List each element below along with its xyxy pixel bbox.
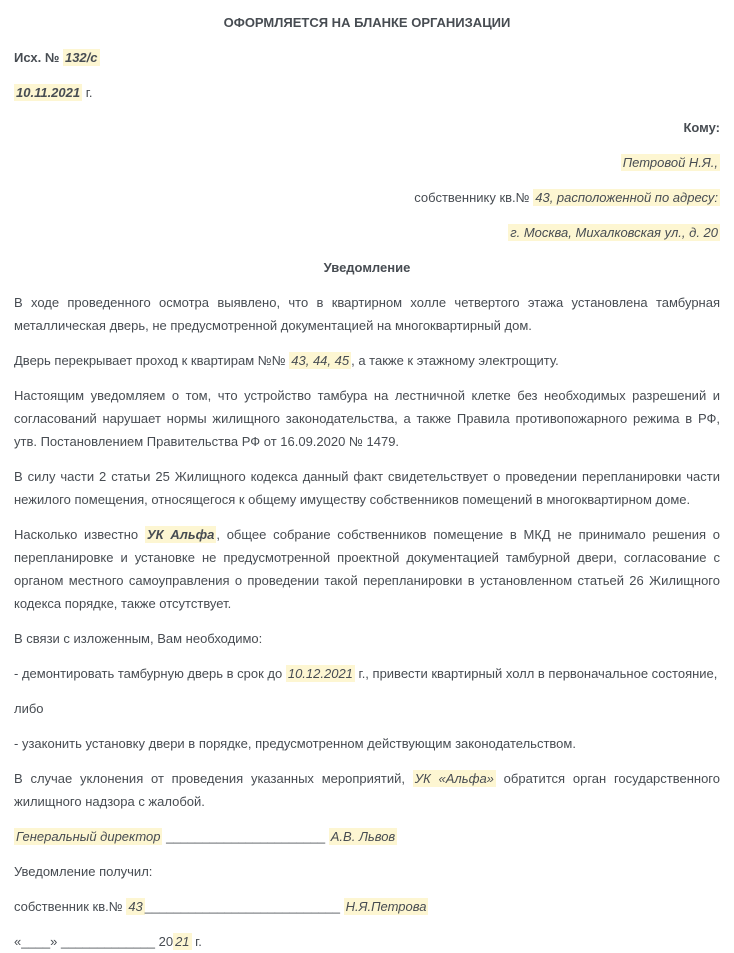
text-segment: либо	[14, 701, 44, 716]
text-segment: собственнику кв.№	[414, 190, 534, 205]
text-segment: В ходе проведенного осмотра выявлено, что в квартирном холле четвертого этажа установлена тамбурная металлическая дверь, не предусмотренной документацией на многоквартирный дом.	[14, 295, 720, 333]
highlighted-field: 10.11.2021	[16, 85, 81, 100]
text-segment: Кому:	[683, 120, 720, 135]
date-fill-line	[14, 930, 720, 953]
highlighted-field: 10.12.2021	[287, 666, 353, 681]
paragraph-dismantle	[14, 662, 720, 685]
highlighted-field: Петровой Н.Я.,	[622, 155, 718, 170]
text-segment: В силу части 2 статьи 25 Жилищного кодекса данный факт свидетельствует о проведении перепланировки части нежилого помещения, относящегося к общему имуществу собственников помещений в многоквартирном доме.	[14, 469, 720, 507]
text-segment: ОФОРМЛЯЕТСЯ НА БЛАНКЕ ОРГАНИЗАЦИИ	[223, 15, 511, 30]
paragraph-violation	[14, 384, 720, 453]
text-segment: В связи с изложенным, Вам необходимо:	[14, 631, 263, 646]
text-segment: - узаконить установку двери в порядке, предусмотренном действующим законодательством.	[14, 736, 576, 751]
text-segment: Настоящим уведомляем о том, что устройство тамбура на лестничной клетке без необходимых разрешений и согласований нарушает нормы жилищного законодательства, а также Правила противопожарного режима в РФ, утв. Постановлением Правительства РФ от 16.09.2020 № 1479.	[14, 388, 720, 449]
text-segment: собственник кв.№	[14, 899, 127, 914]
text-segment: ______________________	[162, 829, 329, 844]
paragraph-no-approval	[14, 523, 720, 615]
highlighted-field: Генеральный директор	[16, 829, 161, 844]
highlighted-field: УК Альфа	[146, 527, 215, 542]
notification-letter	[14, 11, 720, 953]
paragraph-or	[14, 697, 720, 720]
signature-owner-line	[14, 895, 720, 918]
text-segment: обратится орган государственного жилищного надзора с жалобой.	[14, 771, 720, 809]
highlighted-field: 43, расположенной по адресу:	[535, 190, 718, 205]
document-title	[14, 256, 720, 279]
text-segment: Уведомление	[323, 260, 411, 275]
text-segment: , общее собрание собственников помещение в МКД не принимало решения о перепланировке и установке не предусмотренной проектной документацией тамбурной двери, согласование с органом местного самоуправления о проведении такой перепланировки в установленном статьей 26 Жилищного кодекса порядке, также отсутствует.	[14, 527, 720, 611]
text-segment: Насколько известно	[14, 527, 145, 542]
recipient-address	[14, 221, 720, 244]
outgoing-number-line	[14, 46, 720, 69]
highlighted-field: 132/с	[64, 50, 98, 65]
text-segment: ___________________________	[144, 899, 344, 914]
signature-director-line	[14, 825, 720, 848]
text-segment: г.	[82, 85, 93, 100]
recipient-name	[14, 151, 720, 174]
text-segment: Исх. №	[14, 50, 63, 65]
recipient-label	[14, 116, 720, 139]
highlighted-field: г. Москва, Михалковская ул., д. 20	[510, 225, 718, 240]
highlighted-field: 43	[128, 899, 143, 914]
recipient-apartment	[14, 186, 720, 209]
text-segment: Дверь перекрывает проход к квартирам №№	[14, 353, 290, 368]
text-segment: г.	[191, 934, 202, 949]
highlighted-field: 21	[175, 934, 190, 949]
text-segment: г., привести квартирный холл в первоначальное состояние,	[354, 666, 718, 681]
paragraph-inspection	[14, 291, 720, 337]
letterhead-note	[14, 11, 720, 34]
paragraph-door-blocks	[14, 349, 720, 372]
text-segment: Уведомление получил:	[14, 864, 153, 879]
date-line	[14, 81, 720, 104]
paragraph-housing-code	[14, 465, 720, 511]
paragraph-warning	[14, 767, 720, 813]
highlighted-field: Н.Я.Петрова	[345, 899, 427, 914]
highlighted-field: УК «Альфа»	[414, 771, 494, 786]
received-label	[14, 860, 720, 883]
highlighted-field: 43, 44, 45	[291, 353, 350, 368]
text-segment: «____» _____________ 20	[14, 934, 174, 949]
paragraph-legalize	[14, 732, 720, 755]
text-segment: В случае уклонения от проведения указанных мероприятий,	[14, 771, 413, 786]
text-segment: - демонтировать тамбурную дверь в срок до	[14, 666, 286, 681]
highlighted-field: А.В. Львов	[330, 829, 396, 844]
text-segment: , а также к этажному электрощиту.	[351, 353, 559, 368]
paragraph-demands-intro	[14, 627, 720, 650]
